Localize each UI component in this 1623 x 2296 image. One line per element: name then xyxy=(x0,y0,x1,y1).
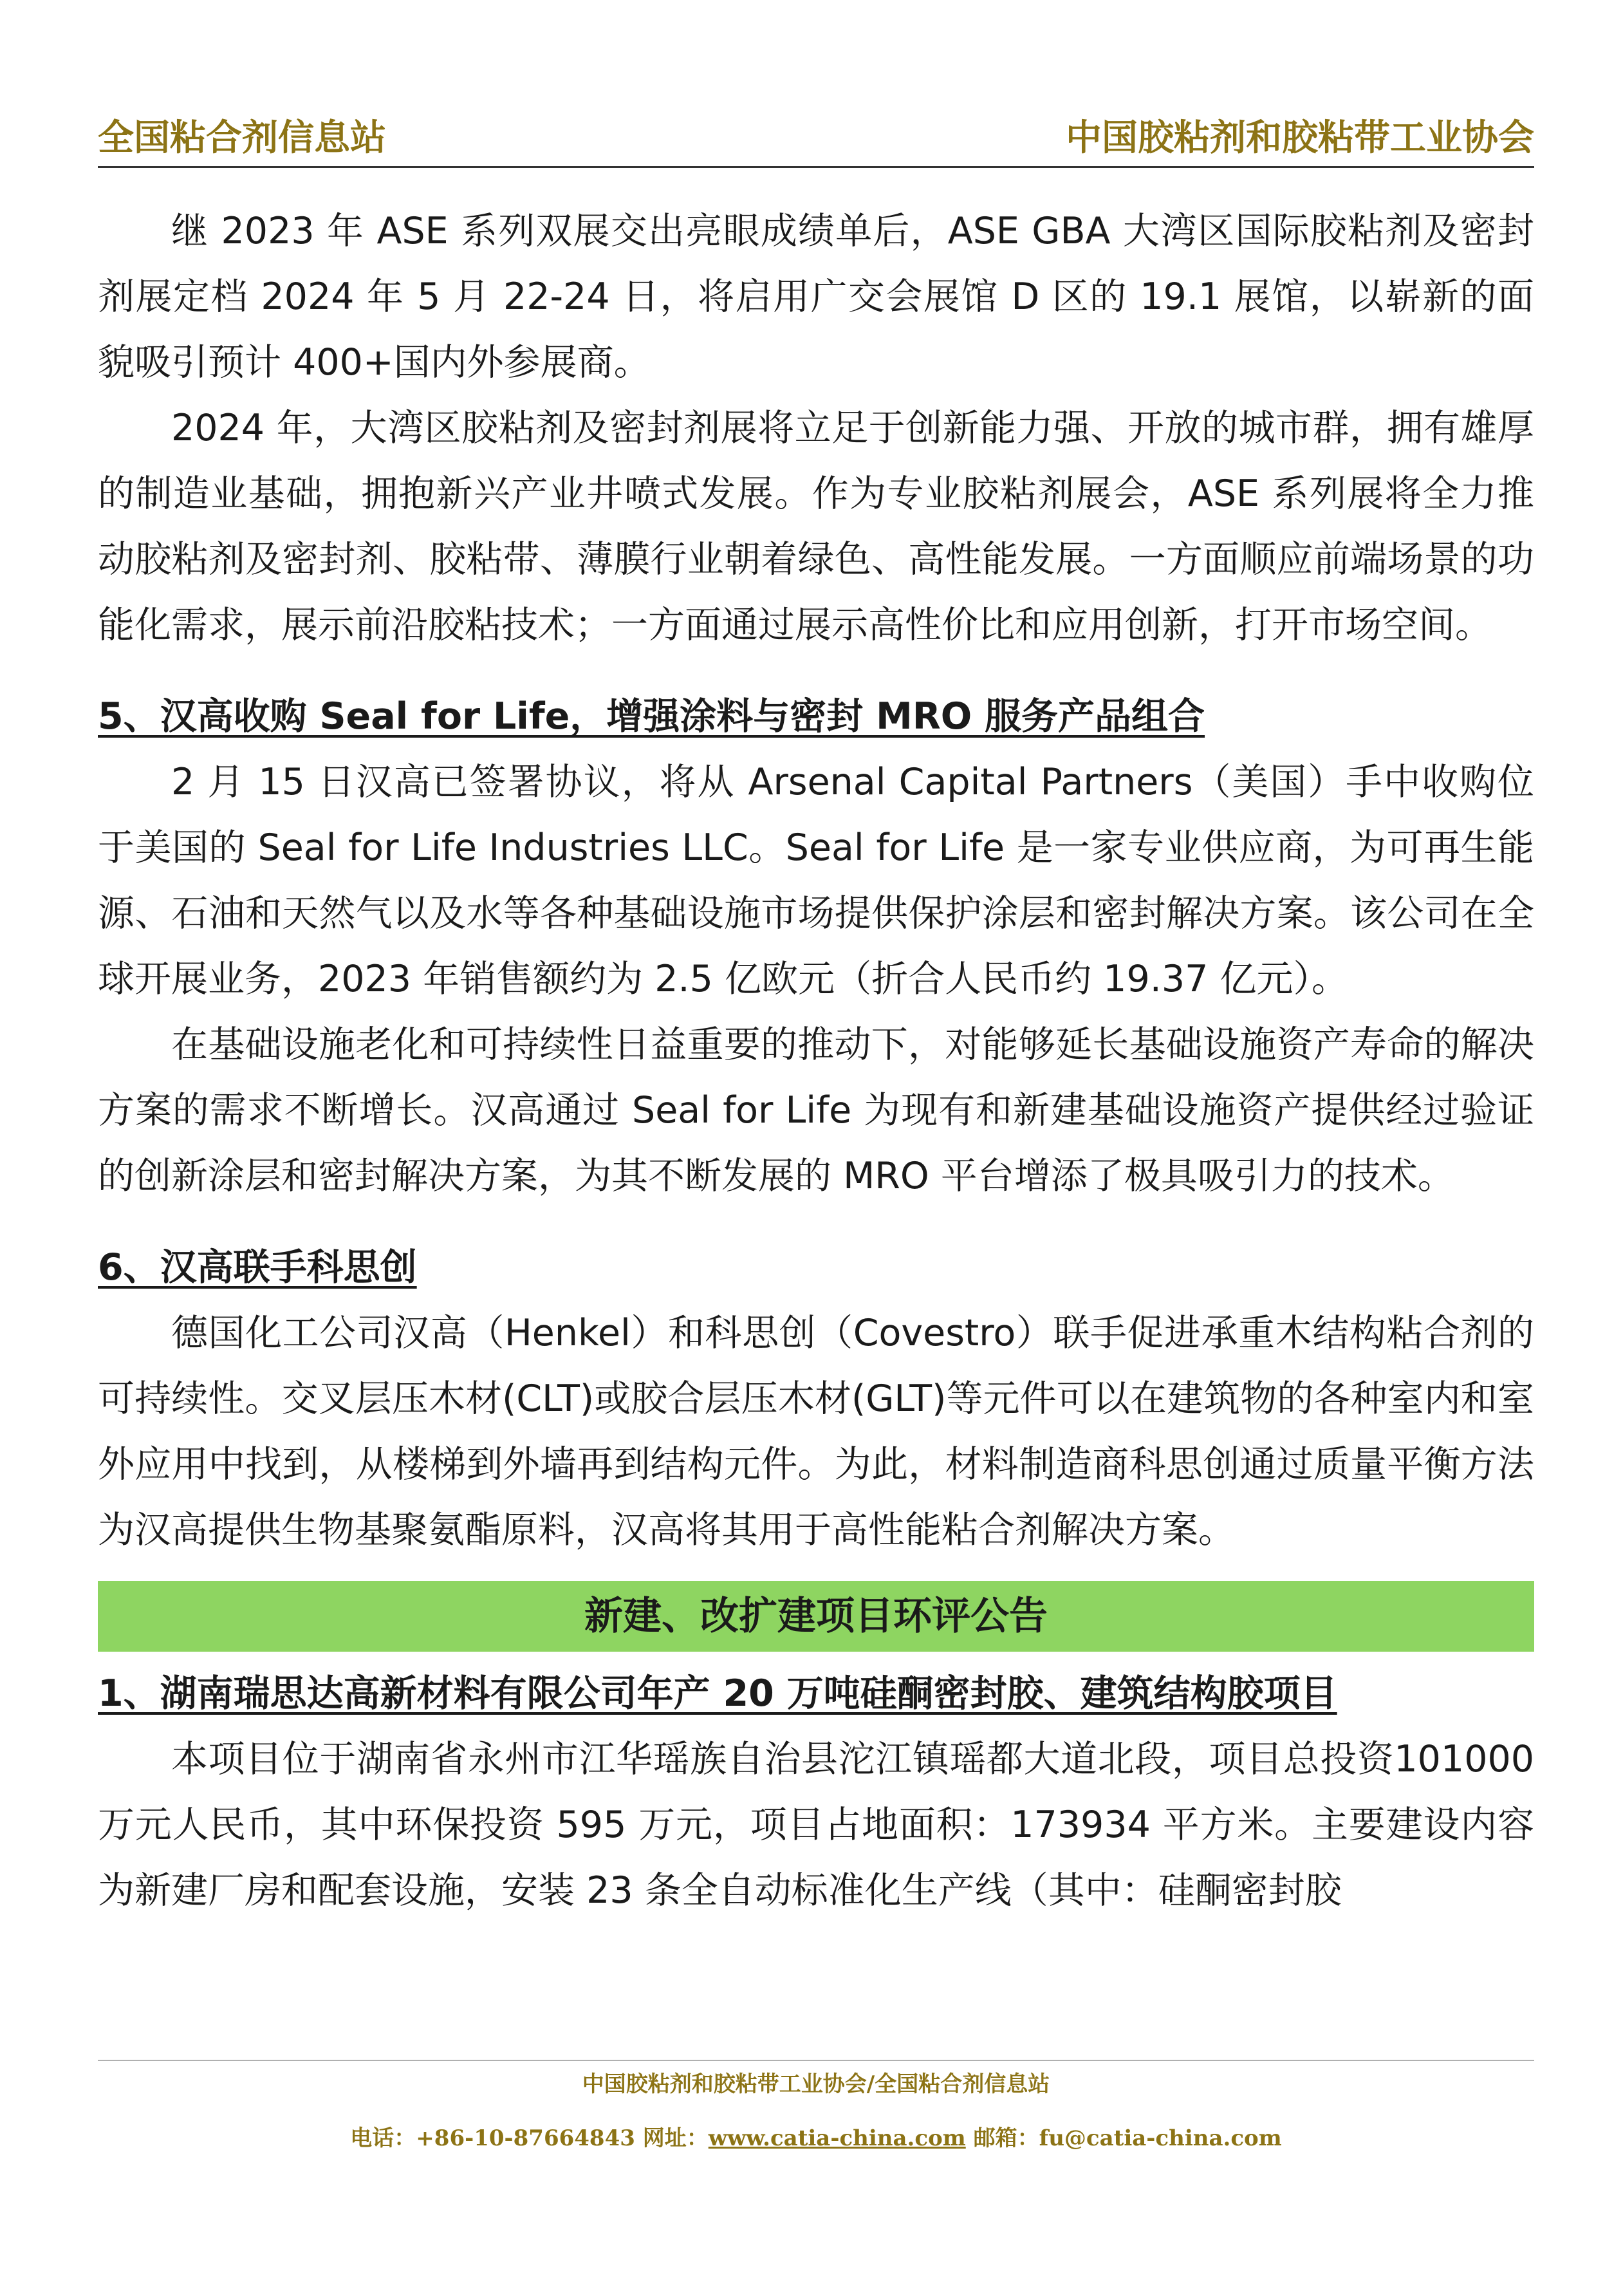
paragraph-henkel-acquisition: 2 月 15 日汉高已签署协议，将从 Arsenal Capital Partners（美国）手中收购位于美国的 Seal for Life Industries LLC。Seal for Life 是一家专业供应商，为可再生能源、石油和天然气以及水等各种基础设施市场提供保护涂层和密封解决方案。该公司在全球开展业务，2023 年销售额约为 2.5 亿欧元（折合人民币约 19.37 亿元）。 xyxy=(98,761,1534,1000)
footer-contact xyxy=(98,2124,1534,2152)
page-footer xyxy=(98,2060,1534,2152)
paragraph-project-1: 本项目位于湖南省永州市江华瑶族自治县沱江镇瑶都大道北段，项目总投资101000 万元人民币，其中环保投资 595 万元，项目占地面积：173934 平方米。主要建设内容为新建厂房和配套设施，安装 23 条全自动标准化生产线（其中：硅酮密封胶 xyxy=(98,1738,1534,1912)
section-banner: 新建、改扩建项目环评公告 xyxy=(98,1581,1534,1652)
paragraph-ase-2024: 2024 年，大湾区胶粘剂及密封剂展将立足于创新能力强、开放的城市群，拥有雄厚的制造业基础，拥抱新兴产业井喷式发展。作为专业胶粘剂展会，ASE 系列展将全力推动胶粘剂及密封剂、胶粘带、薄膜行业朝着绿色、高性能发展。一方面顺应前端场景的功能化需求，展示前沿胶粘技术；一方面通过展示高性价比和应用创新，打开市场空间。 xyxy=(98,407,1534,646)
paragraph-seal-for-life: 在基础设施老化和可持续性日益重要的推动下，对能够延长基础设施资产寿命的解决方案的需求不断增长。汉高通过 Seal for Life 为现有和新建基础设施资产提供经过验证的创新涂层和密封解决方案，为其不断发展的 MRO 平台增添了极具吸引力的技术。 xyxy=(98,1023,1534,1197)
project-heading-1: 1、湖南瑞思达高新材料有限公司年产 20 万吨硅酮密封胶、建筑结构胶项目 xyxy=(98,1672,1337,1715)
footer-organization: 中国胶粘剂和胶粘带工业协会/全国粘合剂信息站 xyxy=(582,2071,1050,2097)
page-header xyxy=(98,116,1534,168)
section-heading-5: 5、汉高收购 Seal for Life，增强涂料与密封 MRO 服务产品组合 xyxy=(98,695,1205,738)
footer-phone: 电话：+86-10-87664843 网址： xyxy=(350,2125,709,2151)
header-site-name: 全国粘合剂信息站 xyxy=(98,117,386,159)
header-association-name: 中国胶粘剂和胶粘带工业协会 xyxy=(1066,117,1534,159)
footer-website-link[interactable]: www.catia-china.com xyxy=(708,2125,966,2151)
paragraph-ase-gba-expo: 继 2023 年 ASE 系列双展交出亮眼成绩单后，ASE GBA 大湾区国际胶粘剂及密封剂展定档 2024 年 5 月 22-24 日，将启用广交会展馆 D 区的 19.1 展馆，以崭新的面貌吸引预计 400+国内外参展商。 xyxy=(98,210,1534,384)
section-heading-6: 6、汉高联手科思创 xyxy=(98,1246,417,1289)
footer-email: 邮箱：fu@catia-china.com xyxy=(965,2125,1282,2151)
article-body xyxy=(98,198,1534,1923)
paragraph-henkel-covestro: 德国化工公司汉高（Henkel）和科思创（Covestro）联手促进承重木结构粘合剂的可持续性。交叉层压木材(CLT)或胶合层压木材(GLT)等元件可以在建筑物的各种室内和室外应用中找到，从楼梯到外墙再到结构元件。为此，材料制造商科思创通过质量平衡方法为汉高提供生物基聚氨酯原料，汉高将其用于高性能粘合剂解决方案。 xyxy=(98,1312,1534,1551)
